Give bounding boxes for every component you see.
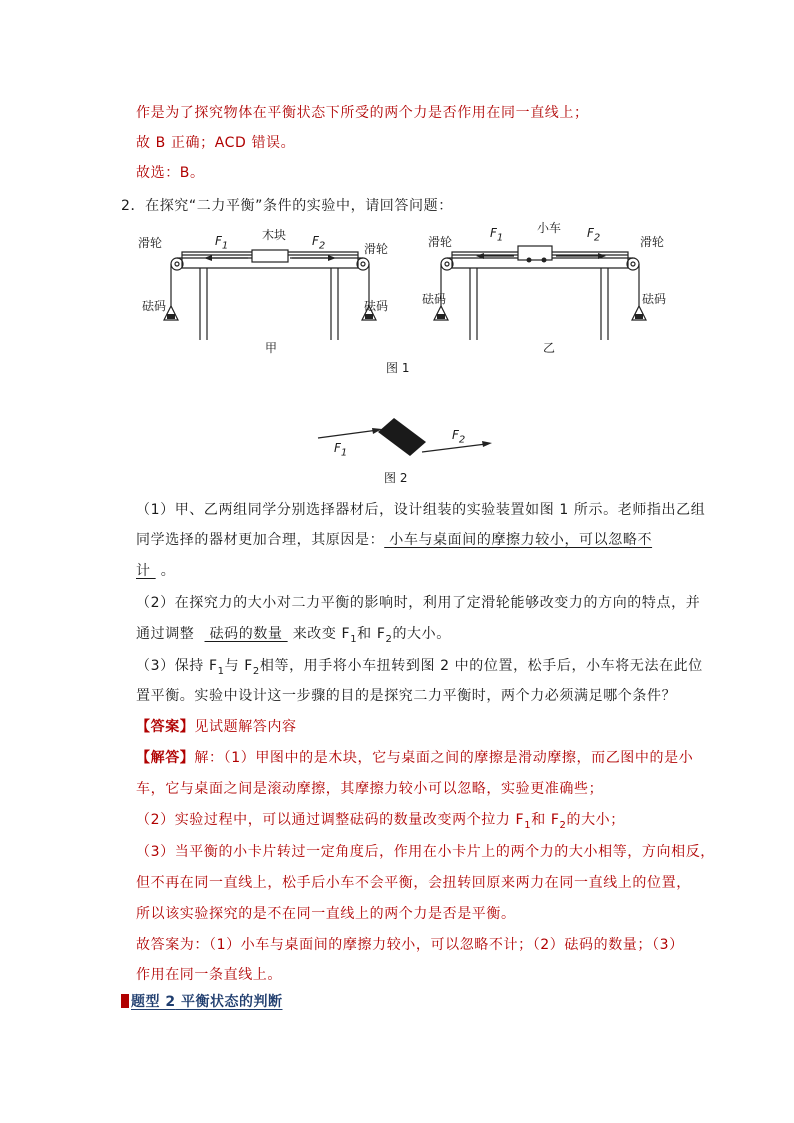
fig2-f2-label: $F_2$ bbox=[452, 428, 466, 446]
object-label-block: 木块 bbox=[262, 228, 287, 242]
section-heading: 题型 2 平衡状态的判断 bbox=[121, 991, 283, 1011]
fig2-f1-label: $F_1$ bbox=[334, 441, 348, 459]
subq1-answer-part-2: 计 bbox=[136, 563, 156, 579]
weight-label-right-a: 砝码 bbox=[364, 299, 389, 313]
solution-line-1: 【解答】解：（1）甲图中的是木块，它与桌面之间的摩擦是滑动摩擦，而乙图中的是小 bbox=[136, 750, 694, 766]
subq2-line-2: 通过调整 砝码的数量 来改变 $F_1$和 $F_2$的大小。 bbox=[136, 626, 451, 645]
solution-line-2: 车，它与桌面之间是滚动摩擦，其摩擦力较小可以忽略，实验更准确些； bbox=[136, 781, 604, 797]
subq1-line-2: 同学选择的器材更加合理，其原因是： 小车与桌面间的摩擦力较小，可以忽略不 bbox=[136, 532, 653, 548]
subq1-line-1: （1）甲、乙两组同学分别选择器材后，设计组装的实验装置如图 1 所示。老师指出乙组 bbox=[136, 502, 706, 518]
figure-1-caption: 图 1 bbox=[386, 361, 410, 375]
weight-label-left-a: 砝码 bbox=[142, 299, 167, 313]
prev-answer-line-1: 作是为了探究物体在平衡状态下所受的两个力是否作用在同一直线上； bbox=[136, 105, 589, 121]
subq2-answer: 砝码的数量 bbox=[204, 626, 288, 642]
question-stem: 2．在探究“二力平衡”条件的实验中，请回答问题： bbox=[121, 198, 453, 214]
figure-1-caption-yi: 乙 bbox=[543, 341, 556, 355]
pulley-label-left-a: 滑轮 bbox=[138, 236, 163, 250]
pulley-label-left-b: 滑轮 bbox=[428, 235, 453, 249]
weight-label-right-b: 砝码 bbox=[642, 292, 667, 306]
figure-1-caption-jia: 甲 bbox=[265, 341, 278, 355]
weight-label-left-b: 砝码 bbox=[422, 292, 447, 306]
force-f1-label-a: $F_1$ bbox=[215, 234, 229, 252]
subq2-line-1: （2）在探究力的大小对二力平衡的影响时，利用了定滑轮能够改变力的方向的特点，并 bbox=[136, 595, 701, 611]
solution-tag: 【解答】 bbox=[136, 750, 195, 766]
force-f2-label-b: $F_2$ bbox=[587, 226, 601, 244]
prev-answer-line-3: 故选：B。 bbox=[136, 165, 205, 181]
solution-line-6: 所以该实验探究的是不在同一直线上的两个力是否是平衡。 bbox=[136, 906, 516, 922]
force-f2-label-a: $F_2$ bbox=[312, 234, 326, 252]
answer-line: 【答案】见试题解答内容 bbox=[136, 719, 297, 735]
solution-line-3: （2）实验过程中，可以通过调整砝码的数量改变两个拉力 $F_1$和 $F_2$的大小； bbox=[136, 812, 625, 831]
solution-line-8: 作用在同一条直线上。 bbox=[136, 967, 282, 983]
prev-answer-line-2: 故 B 正确；ACD 错误。 bbox=[136, 135, 296, 151]
figure-1-right-apparatus bbox=[430, 222, 650, 352]
force-f1-label-b: $F_1$ bbox=[490, 226, 504, 244]
figure-2-caption: 图 2 bbox=[384, 471, 408, 485]
solution-line-7: 故答案为：（1）小车与桌面间的摩擦力较小，可以忽略不计；（2）砝码的数量；（3） bbox=[136, 937, 684, 953]
pulley-label-right-a: 滑轮 bbox=[364, 242, 389, 256]
solution-line-4: （3）当平衡的小卡片转过一定角度后，作用在小卡片上的两个力的大小相等，方向相反， bbox=[136, 844, 715, 860]
subq3-line-1: （3）保持 $F_1$与 $F_2$相等，用手将小车扭转到图 2 中的位置，松手后，小车将无法在此位 bbox=[136, 658, 703, 677]
answer-tag: 【答案】 bbox=[136, 719, 195, 735]
pulley-label-right-b: 滑轮 bbox=[640, 235, 665, 249]
solution-line-5: 但不再在同一直线上，松手后小车不会平衡，会扭转回原来两力在同一直线上的位置， bbox=[136, 875, 691, 891]
object-label-cart: 小车 bbox=[537, 221, 562, 235]
subq1-answer-part-1: 小车与桌面间的摩擦力较小，可以忽略不 bbox=[384, 532, 653, 548]
subq1-line-3: 计 。 bbox=[136, 563, 176, 579]
heading-marker bbox=[121, 994, 129, 1008]
subq3-line-2: 置平衡。实验中设计这一步骤的目的是探究二力平衡时，两个力必须满足哪个条件？ bbox=[136, 688, 677, 704]
